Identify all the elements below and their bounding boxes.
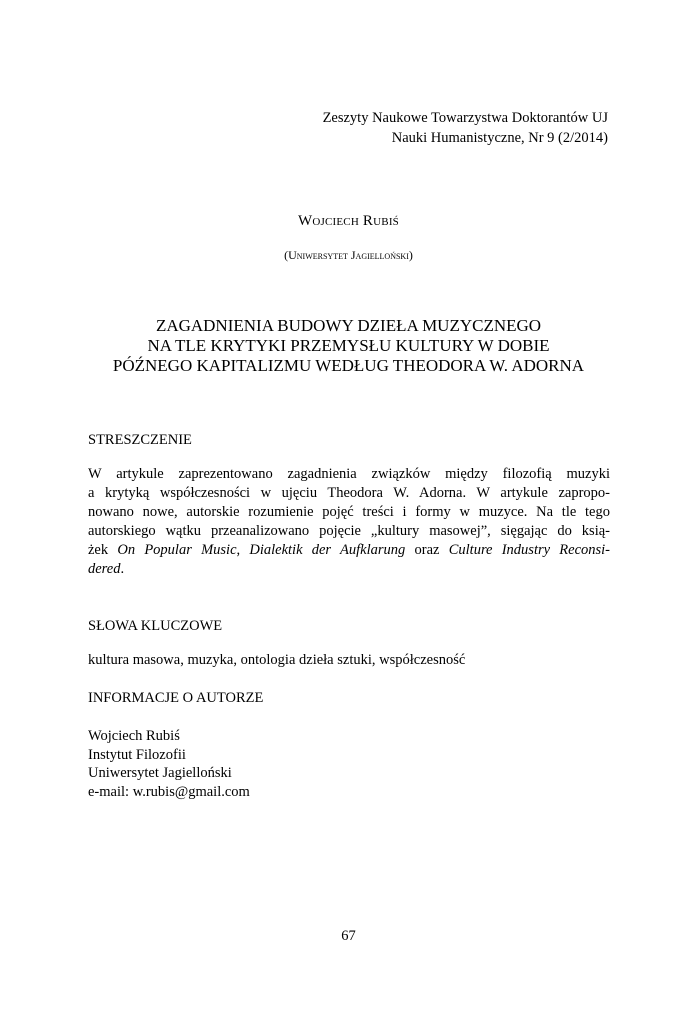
journal-title: Zeszyty Naukowe Towarzystwa Doktorantów UJ	[322, 110, 608, 126]
keywords-heading: SŁOWA KLUCZOWE	[88, 618, 223, 634]
abstract-text	[88, 465, 610, 579]
author-info-institute: Instytut Filozofii	[88, 746, 186, 763]
author-info-name: Wojciech Rubiś	[88, 728, 180, 744]
book-title: dered	[88, 561, 121, 577]
author-info-email: e-mail: w.rubis@gmail.com	[88, 783, 250, 800]
title-line: NA TLE KRYTYKI PRZEMYSŁU KULTURY W DOBIE	[147, 336, 550, 355]
journal-header	[323, 108, 608, 148]
author-info	[88, 727, 250, 801]
abstract-line: autorskiego wątku przeanalizowano pojęcie „kultury masowej”, sięgając do ksią-	[88, 523, 610, 539]
author-info-university: Uniwersytet Jagielloński	[88, 765, 232, 781]
article-title	[60, 316, 637, 376]
abstract-text-span: żek	[88, 542, 118, 558]
abstract-text-span: .	[120, 561, 125, 577]
journal-issue: Nauki Humanistyczne, Nr 9 (2/2014)	[391, 130, 608, 146]
abstract-line: a krytyką współczesności w ujęciu Theodora W. Adorna. W artykule zapropo-	[88, 485, 610, 501]
abstract-line	[88, 541, 610, 560]
author-affiliation: (Uniwersytet Jagielloński)	[284, 248, 413, 262]
keywords-text: kultura masowa, muzyka, ontologia dzieła sztuki, współczesność	[88, 652, 466, 668]
book-title: Culture Industry Reconsi-	[448, 542, 611, 558]
author-name: Wojciech Rubiś	[298, 213, 399, 229]
abstract-line: nowano nowe, autorskie rozumienie pojęć treści i formy w muzyce. Na tle tego	[88, 504, 610, 520]
book-title: Dialektik der Aufklarung	[249, 542, 406, 558]
page-number: 67	[341, 928, 356, 944]
abstract-line	[88, 560, 610, 579]
abstract-text-span: ,	[236, 542, 250, 558]
title-line: PÓŹNEGO KAPITALIZMU WEDŁUG THEODORA W. ADORNA	[112, 356, 585, 375]
abstract-line: W artykule zaprezentowano zagadnienia związków między filozofią muzyki	[88, 466, 610, 482]
abstract-heading: STRESZCZENIE	[88, 432, 192, 448]
title-line: ZAGADNIENIA BUDOWY DZIEŁA MUZYCZNEGO	[155, 316, 542, 335]
abstract-text-span: oraz	[405, 542, 449, 558]
book-title: On Popular Music	[117, 542, 237, 558]
author-info-heading: INFORMACJE O AUTORZE	[88, 690, 264, 706]
